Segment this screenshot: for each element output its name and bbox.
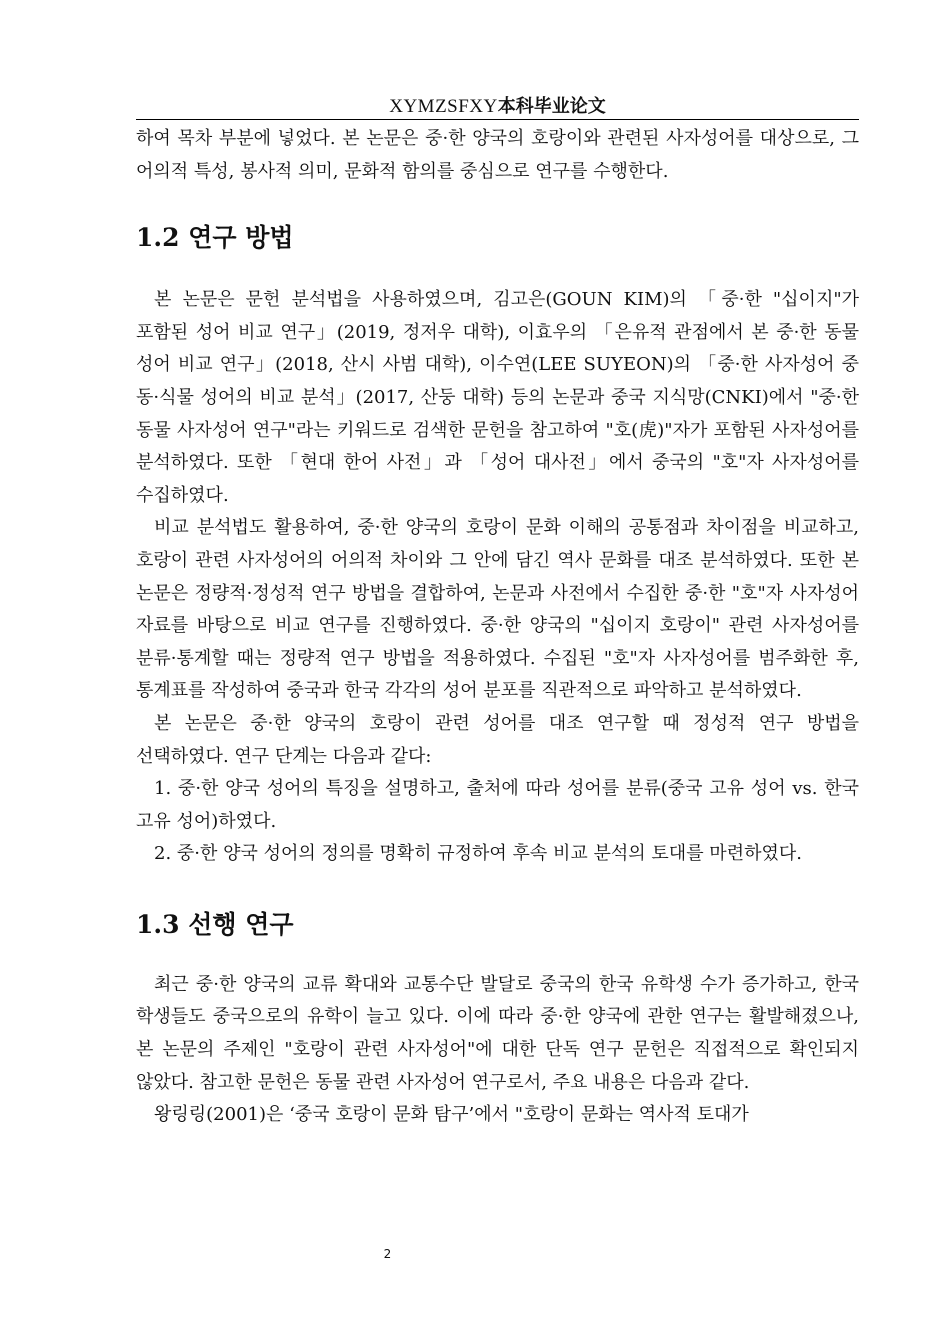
- document-body: [136, 123, 859, 1132]
- paragraph: 본 논문은 중·한 양국의 호랑이 관련 성어를 대조 연구할 때 정성적 연구 방법을 선택하였다. 연구 단계는 다음과 같다:: [136, 712, 859, 767]
- paragraph: 비교 분석법도 활용하여, 중·한 양국의 호랑이 문화 이해의 공통점과 차이점을 비교하고, 호랑이 관련 사자성어의 어의적 차이와 그 안에 담긴 역사 문화를 대조 분석하였다. 또한 본 논문은 정량적·정성적 연구 방법을 결합하여, 논문과 사전에서 수집한 중·한 "호"자 사자성어 자료를 바탕으로 비교 연구를 진행하였다. 중·한 양국의 "십이지 호랑이" 관련 사자성어를 분류·통계할 때는 정량적 연구 방법을 적용하였다. 수집된 "호"자 사자성어를 범주화한 후, 통계표를 작성하여 중국과 한국 각각의 성어 분포를 직관적으로 파악하고 분석하였다.: [136, 517, 859, 702]
- section-1-3-heading: 1.3 선행 연구: [136, 909, 294, 939]
- header-code: XYMZSFXY: [389, 96, 498, 117]
- paragraph: 최근 중·한 양국의 교류 확대와 교통수단 발달로 중국의 한국 유학생 수가 증가하고, 한국 학생들도 중국으로의 유학이 늘고 있다. 이에 따라 중·한 양국에 관한 연구는 활발해졌으나, 본 논문의 주제인 "호랑이 관련 사자성어"에 대한 단독 연구 문헌은 직접적으로 확인되지 않았다. 참고한 문헌은 동물 관련 사자성어 연구로서, 주요 내용은 다음과 같다.: [136, 973, 859, 1093]
- paragraph: 본 논문은 문헌 분석법을 사용하였으며, 김고은(GOUN KIM)의 「중·한 "십이지"가 포함된 성어 비교 연구」(2019, 정저우 대학), 이효우의 「은유적 관점에서 본 중·한 동물 성어 비교 연구」(2018, 산시 사범 대학), 이수연(LEE SUYEON)의 「중·한 사자성어 중 동·식물 성어의 비교 분석」(2017, 산둥 대학) 등의 논문과 중국 지식망(CNKI)에서 "중·한 동물 사자성어 연구"라는 키워드로 검색한 문헌을 참고하여 "호(虎)"자가 포함된 사자성어를 분석하였다. 또한 「현대 한어 사전」과 「성어 대사전」에서 중국의 "호"자 사자성어를 수집하였다.: [136, 289, 859, 506]
- list-item: 1. 중·한 양국 성어의 특징을 설명하고, 출처에 따라 성어를 분류(중국 고유 성어 vs. 한국 고유 성어)하였다.: [136, 778, 859, 832]
- page-header: [136, 94, 859, 120]
- section-1-2-heading: 1.2 연구 방법: [136, 223, 294, 253]
- list-item: 2. 중·한 양국 성어의 정의를 명확히 규정하여 후속 비교 분석의 토대를 마련하였다.: [154, 843, 802, 865]
- header-label: 本科毕业论文: [497, 96, 606, 117]
- page-number: 2: [383, 1247, 392, 1261]
- paragraph: 왕링링(2001)은 ‘중국 호랑이 문화 탐구’에서 "호랑이 문화는 역사적 토대가: [154, 1104, 749, 1126]
- intro-continuation-paragraph: 하여 목차 부분에 넣었다. 본 논문은 중·한 양국의 호랑이와 관련된 사자성어를 대상으로, 그 어의적 특성, 봉사적 의미, 문화적 함의를 중심으로 연구를 수행한다.: [136, 128, 859, 182]
